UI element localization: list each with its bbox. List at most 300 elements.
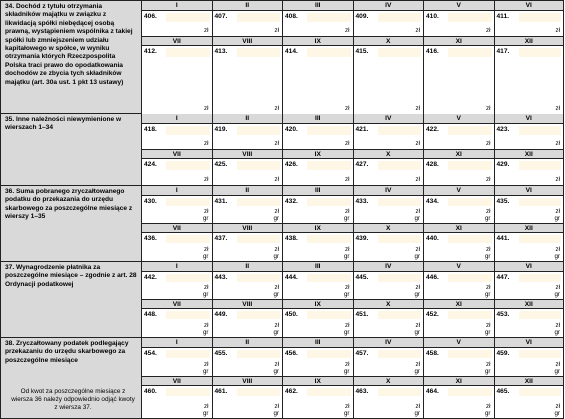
unit-zl: zł — [345, 208, 350, 215]
column-header: I — [142, 114, 213, 124]
column-header: IV — [354, 1, 425, 11]
amount-field[interactable] — [142, 124, 213, 149]
field-number: 424. — [144, 161, 157, 168]
field-input-area[interactable] — [448, 13, 492, 22]
field-input-area[interactable] — [166, 13, 210, 22]
amount-field[interactable] — [142, 11, 213, 36]
unit-zl: zł — [274, 361, 279, 368]
field-input-area[interactable] — [166, 311, 210, 319]
field-input-area[interactable] — [166, 126, 210, 135]
field-number: 431. — [214, 198, 228, 205]
column-header: IV — [354, 114, 425, 124]
field-input-area[interactable] — [166, 48, 210, 57]
field-number: 416. — [426, 48, 439, 55]
column-header: II — [213, 262, 284, 272]
field-input-area[interactable] — [519, 350, 562, 358]
unit-gr: gr — [554, 410, 560, 417]
amount-field[interactable] — [424, 11, 495, 36]
column-header: IX — [283, 149, 354, 159]
field-number: 406. — [144, 13, 157, 20]
field-input-area[interactable] — [307, 311, 351, 319]
column-header: III — [283, 262, 354, 272]
column-header: V — [424, 262, 495, 272]
field-number: 421. — [355, 126, 369, 133]
field-number: 433. — [355, 198, 369, 205]
column-header: X — [354, 36, 425, 46]
section-35 — [0, 114, 564, 186]
amount-field[interactable] — [495, 348, 564, 376]
unit-zl: zł — [204, 27, 209, 34]
unit-zl: zł — [345, 361, 350, 368]
amount-field[interactable] — [213, 272, 284, 299]
field-number: 457. — [355, 350, 369, 357]
field-input-area[interactable] — [307, 13, 351, 22]
field-number: 450. — [285, 311, 298, 318]
section-37 — [0, 262, 564, 338]
amount-field[interactable] — [354, 272, 425, 299]
column-header: III — [283, 338, 354, 348]
unit-gr: gr — [202, 291, 209, 298]
unit-zl: zł — [274, 322, 279, 329]
column-header: II — [213, 338, 284, 348]
amount-field[interactable] — [283, 124, 354, 149]
column-header: VIII — [213, 149, 284, 159]
unit-gr: gr — [202, 329, 209, 336]
field-input-area[interactable] — [237, 13, 281, 22]
field-number: 412. — [144, 48, 157, 55]
amount-field[interactable] — [142, 348, 213, 376]
unit-gr: gr — [554, 215, 560, 222]
field-number: 439. — [355, 235, 369, 242]
unit-zl: zł — [204, 403, 209, 410]
field-number: 464. — [426, 388, 439, 395]
column-header: XI — [424, 376, 495, 386]
amount-field[interactable] — [495, 124, 564, 149]
column-header: VII — [142, 149, 213, 159]
amount-field[interactable] — [424, 272, 495, 299]
amount-field[interactable] — [142, 159, 213, 185]
unit-gr: gr — [484, 410, 491, 417]
amount-field[interactable] — [283, 309, 354, 337]
section-label-text: 34. Dochód z tytułu otrzymania składników majątku w związku z likwidacją spółki niebędącej osobą prawną, wystąpieniem wspólnika z takiej spółki lub zmniejszeniem udziału kapitałowego w spółce, w wyniku otrzymania których Rzeczpospolita Polska traci prawo do opodatkowania dochodów ze zbycia tych składników majątku (art. 30a ust. 1 pkt 13 ustawy) — [5, 3, 133, 86]
amount-field[interactable] — [354, 159, 425, 185]
field-number: 465. — [496, 388, 510, 395]
amount-field[interactable] — [424, 309, 495, 337]
column-header: I — [142, 338, 213, 348]
unit-zl: zł — [555, 208, 560, 215]
unit-zl: zł — [415, 140, 420, 147]
amount-field[interactable] — [142, 309, 213, 337]
unit-gr: gr — [484, 368, 491, 375]
amount-field[interactable] — [354, 46, 425, 114]
unit-zl: zł — [486, 208, 491, 215]
field-input-area[interactable] — [378, 274, 422, 282]
field-number: 427. — [355, 161, 369, 168]
amount-field[interactable] — [213, 309, 284, 337]
amount-field[interactable] — [424, 386, 495, 418]
field-input-area[interactable] — [519, 161, 562, 170]
column-header: VIII — [213, 36, 284, 46]
unit-gr: gr — [414, 410, 420, 417]
amount-field[interactable] — [354, 11, 425, 36]
field-input-area[interactable] — [378, 235, 422, 243]
field-input-area[interactable] — [166, 161, 210, 170]
field-input-area[interactable] — [378, 350, 422, 358]
amount-field[interactable] — [283, 46, 354, 114]
field-number: 441. — [496, 235, 510, 242]
unit-gr: gr — [343, 253, 350, 260]
field-number: 417. — [496, 48, 510, 55]
column-header: VI — [495, 114, 564, 124]
field-input-area[interactable] — [519, 48, 562, 57]
field-number: 462. — [285, 388, 298, 395]
unit-zl: zł — [204, 361, 209, 368]
column-header: IX — [283, 36, 354, 46]
field-input-area[interactable] — [237, 311, 281, 319]
amount-field[interactable] — [495, 159, 564, 185]
field-number: 440. — [426, 235, 439, 242]
unit-zl: zł — [415, 208, 420, 215]
field-input-area[interactable] — [519, 311, 562, 319]
unit-zl: zł — [204, 208, 209, 215]
amount-field[interactable] — [142, 233, 213, 261]
amount-field[interactable] — [354, 233, 425, 261]
amount-field[interactable] — [283, 348, 354, 376]
unit-gr: gr — [414, 368, 420, 375]
column-header: XII — [495, 299, 564, 309]
field-number: 442. — [144, 274, 157, 281]
unit-gr: gr — [273, 368, 279, 375]
field-number: 432. — [285, 198, 298, 205]
field-input-area[interactable] — [237, 274, 281, 282]
section-label-text: 37. Wynagrodzenie płatnika za poszczególne miesiące – zgodnie z art. 28 Ordynacji podatkowej — [5, 264, 137, 288]
unit-zl: zł — [415, 403, 420, 410]
field-input-area[interactable] — [448, 274, 492, 282]
unit-zl: zł — [415, 246, 420, 253]
column-header: VII — [142, 36, 213, 46]
unit-zl: zł — [486, 176, 491, 183]
unit-zl: zł — [204, 105, 209, 112]
field-number: 438. — [285, 235, 298, 242]
amount-field[interactable] — [495, 233, 564, 261]
field-number: 422. — [426, 126, 439, 133]
unit-zl: zł — [345, 176, 350, 183]
field-number: 449. — [214, 311, 228, 318]
field-input-area[interactable] — [237, 48, 281, 57]
field-number: 419. — [214, 126, 228, 133]
section-label-text: 36. Suma pobranego zryczałtowanego podatku do przekazania do urzędu skarbowego za poszczególne miesiące z wierszy 1–35 — [5, 188, 133, 221]
unit-gr: gr — [484, 291, 491, 298]
amount-field[interactable] — [213, 46, 284, 114]
field-number: 423. — [496, 126, 510, 133]
column-header: IX — [283, 223, 354, 233]
field-number: 448. — [144, 311, 157, 318]
field-number: 426. — [285, 161, 298, 168]
section-note: Od kwot za poszczególne miesiące z wiersza 36 należy odpowiednio odjąć kwoty z wiersza 37. — [11, 388, 135, 411]
field-input-area[interactable] — [519, 235, 562, 243]
unit-zl: zł — [274, 403, 279, 410]
field-input-area[interactable] — [448, 126, 492, 135]
unit-gr: gr — [343, 215, 350, 222]
unit-gr: gr — [202, 368, 209, 375]
amount-field[interactable] — [495, 386, 564, 418]
amount-field[interactable] — [354, 196, 425, 223]
unit-zl: zł — [204, 284, 209, 291]
field-input-area[interactable] — [307, 198, 351, 206]
field-number: 444. — [285, 274, 298, 281]
field-number: 447. — [496, 274, 510, 281]
column-header: VII — [142, 223, 213, 233]
field-number: 430. — [144, 198, 157, 205]
field-input-area[interactable] — [448, 350, 492, 358]
amount-field[interactable] — [142, 272, 213, 299]
column-header: V — [424, 338, 495, 348]
field-input-area[interactable] — [237, 198, 281, 206]
section-label — [1, 338, 142, 418]
field-number: 458. — [426, 350, 439, 357]
column-header: V — [424, 1, 495, 11]
unit-zl: zł — [345, 322, 350, 329]
field-number: 455. — [214, 350, 228, 357]
column-header: II — [213, 1, 284, 11]
amount-field[interactable] — [213, 348, 284, 376]
unit-zl: zł — [274, 284, 279, 291]
unit-gr: gr — [484, 329, 491, 336]
field-input-area[interactable] — [166, 388, 210, 396]
amount-field[interactable] — [424, 348, 495, 376]
unit-zl: zł — [204, 322, 209, 329]
field-input-area[interactable] — [237, 350, 281, 358]
unit-zl: zł — [204, 140, 209, 147]
column-header: XI — [424, 149, 495, 159]
amount-field[interactable] — [495, 272, 564, 299]
field-input-area[interactable] — [448, 235, 492, 243]
unit-gr: gr — [484, 253, 491, 260]
column-header: XII — [495, 36, 564, 46]
field-number: 408. — [285, 13, 298, 20]
amount-field[interactable] — [354, 386, 425, 418]
unit-zl: zł — [486, 27, 491, 34]
section-36 — [0, 186, 564, 262]
column-header: III — [283, 1, 354, 11]
field-input-area[interactable] — [378, 388, 422, 396]
column-header: XI — [424, 36, 495, 46]
unit-zl: zł — [415, 176, 420, 183]
amount-field[interactable] — [283, 233, 354, 261]
amount-field[interactable] — [424, 124, 495, 149]
amount-field[interactable] — [213, 196, 284, 223]
unit-zl: zł — [555, 322, 560, 329]
unit-zl: zł — [555, 140, 560, 147]
field-input-area[interactable] — [448, 311, 492, 319]
unit-zl: zł — [486, 361, 491, 368]
amount-field[interactable] — [424, 233, 495, 261]
amount-field[interactable] — [213, 233, 284, 261]
column-header: I — [142, 186, 213, 196]
amount-field[interactable] — [495, 309, 564, 337]
section-38 — [0, 338, 564, 419]
column-header: VI — [495, 262, 564, 272]
unit-gr: gr — [202, 253, 209, 260]
unit-gr: gr — [414, 291, 420, 298]
field-number: 461. — [214, 388, 228, 395]
column-header: VII — [142, 376, 213, 386]
amount-field[interactable] — [354, 348, 425, 376]
amount-field[interactable] — [424, 46, 495, 114]
column-header: IV — [354, 338, 425, 348]
field-input-area[interactable] — [166, 274, 210, 282]
field-number: 456. — [285, 350, 298, 357]
unit-zl: zł — [555, 361, 560, 368]
field-input-area[interactable] — [307, 350, 351, 358]
amount-field[interactable] — [495, 46, 564, 114]
amount-field[interactable] — [142, 46, 213, 114]
field-input-area[interactable] — [166, 350, 210, 358]
field-input-area[interactable] — [448, 48, 492, 57]
field-number: 454. — [144, 350, 157, 357]
amount-field[interactable] — [283, 196, 354, 223]
amount-field[interactable] — [142, 386, 213, 418]
field-input-area[interactable] — [378, 126, 422, 135]
unit-gr: gr — [343, 291, 350, 298]
unit-zl: zł — [555, 403, 560, 410]
field-number: 418. — [144, 126, 157, 133]
unit-gr: gr — [554, 329, 560, 336]
field-number: 410. — [426, 13, 439, 20]
amount-field[interactable] — [213, 159, 284, 185]
column-header: VIII — [213, 376, 284, 386]
amount-field[interactable] — [424, 196, 495, 223]
field-number: 460. — [144, 388, 157, 395]
field-input-area[interactable] — [307, 274, 351, 282]
field-input-area[interactable] — [237, 388, 281, 396]
field-input-area[interactable] — [237, 235, 281, 243]
section-label-text: 38. Zryczałtowany podatek podlegający przekazaniu do urzędu skarbowego za poszczególne miesiące — [5, 340, 129, 364]
unit-gr: gr — [554, 253, 560, 260]
field-number: 434. — [426, 198, 439, 205]
unit-gr: gr — [414, 253, 420, 260]
amount-field[interactable] — [354, 309, 425, 337]
unit-zl: zł — [486, 403, 491, 410]
field-input-area[interactable] — [378, 198, 422, 206]
field-input-area[interactable] — [378, 161, 422, 170]
field-number: 428. — [426, 161, 439, 168]
unit-gr: gr — [202, 215, 209, 222]
amount-field[interactable] — [495, 196, 564, 223]
column-header: I — [142, 262, 213, 272]
amount-field[interactable] — [213, 11, 284, 36]
unit-zl: zł — [486, 105, 491, 112]
field-input-area[interactable] — [448, 198, 492, 206]
column-header: V — [424, 114, 495, 124]
field-input-area[interactable] — [237, 126, 281, 135]
column-header: V — [424, 186, 495, 196]
field-number: 459. — [496, 350, 510, 357]
column-header: VI — [495, 338, 564, 348]
column-header: X — [354, 299, 425, 309]
unit-gr: gr — [343, 329, 350, 336]
amount-field[interactable] — [283, 159, 354, 185]
column-header: X — [354, 223, 425, 233]
amount-field[interactable] — [424, 159, 495, 185]
unit-gr: gr — [273, 215, 279, 222]
field-input-area[interactable] — [448, 161, 492, 170]
field-input-area[interactable] — [166, 235, 210, 243]
field-input-area[interactable] — [378, 48, 422, 57]
column-header: XI — [424, 299, 495, 309]
unit-zl: zł — [486, 322, 491, 329]
field-number: 420. — [285, 126, 298, 133]
unit-zl: zł — [345, 284, 350, 291]
field-input-area[interactable] — [307, 388, 351, 396]
field-number: 446. — [426, 274, 439, 281]
column-header: II — [213, 114, 284, 124]
amount-field[interactable] — [354, 124, 425, 149]
field-input-area[interactable] — [519, 126, 562, 135]
amount-field[interactable] — [283, 11, 354, 36]
amount-field[interactable] — [283, 386, 354, 418]
field-number: 425. — [214, 161, 228, 168]
field-number: 436. — [144, 235, 157, 242]
unit-zl: zł — [274, 246, 279, 253]
unit-gr: gr — [484, 215, 491, 222]
column-header: X — [354, 376, 425, 386]
field-input-area[interactable] — [378, 311, 422, 319]
unit-zl: zł — [486, 246, 491, 253]
column-header: XII — [495, 223, 564, 233]
column-header: IV — [354, 262, 425, 272]
amount-field[interactable] — [142, 196, 213, 223]
unit-zl: zł — [345, 246, 350, 253]
field-input-area[interactable] — [237, 161, 281, 170]
column-header: VII — [142, 299, 213, 309]
unit-zl: zł — [555, 284, 560, 291]
amount-field[interactable] — [283, 272, 354, 299]
column-header: IV — [354, 186, 425, 196]
field-input-area[interactable] — [519, 198, 562, 206]
field-input-area[interactable] — [307, 126, 351, 135]
unit-gr: gr — [273, 410, 279, 417]
column-header: VI — [495, 1, 564, 11]
field-input-area[interactable] — [307, 235, 351, 243]
field-input-area[interactable] — [519, 13, 562, 22]
field-input-area[interactable] — [378, 13, 422, 22]
amount-field[interactable] — [495, 11, 564, 36]
unit-zl: zł — [274, 208, 279, 215]
column-header: VIII — [213, 299, 284, 309]
field-input-area[interactable] — [519, 388, 562, 396]
field-input-area[interactable] — [307, 161, 351, 170]
unit-zl: zł — [345, 27, 350, 34]
field-input-area[interactable] — [166, 198, 210, 206]
amount-field[interactable] — [213, 386, 284, 418]
unit-zl: zł — [486, 284, 491, 291]
field-number: 437. — [214, 235, 228, 242]
unit-gr: gr — [414, 329, 420, 336]
unit-zl: zł — [555, 246, 560, 253]
unit-gr: gr — [273, 329, 279, 336]
column-header: III — [283, 114, 354, 124]
field-input-area[interactable] — [307, 48, 351, 57]
unit-gr: gr — [554, 291, 560, 298]
unit-zl: zł — [486, 140, 491, 147]
field-input-area[interactable] — [448, 388, 492, 396]
column-header: I — [142, 1, 213, 11]
amount-field[interactable] — [213, 124, 284, 149]
field-number: 409. — [355, 13, 369, 20]
field-input-area[interactable] — [519, 274, 562, 282]
unit-zl: zł — [274, 140, 279, 147]
